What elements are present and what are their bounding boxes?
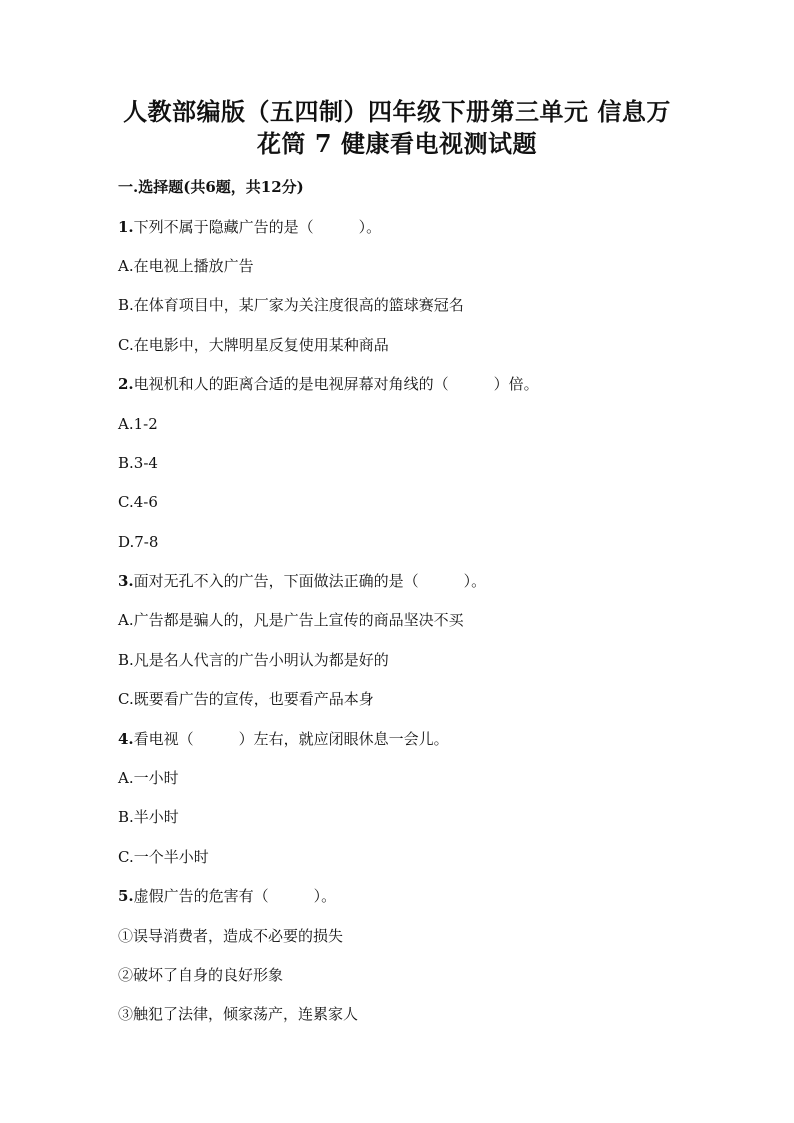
question-stem: 看电视（ ）左右，就应闭眼休息一会儿。 xyxy=(133,730,449,748)
question-number: 3. xyxy=(118,572,134,590)
question-3 xyxy=(118,571,486,591)
question-1-option-b: B.在体育项目中，某厂家为关注度很高的篮球赛冠名 xyxy=(118,296,464,314)
question-5-item-3: ③触犯了法律，倾家荡产，连累家人 xyxy=(118,1005,359,1023)
question-number: 5. xyxy=(118,887,134,905)
question-1-option-c: C.在电影中，大牌明星反复使用某种商品 xyxy=(118,336,389,354)
question-4-option-a: A.一小时 xyxy=(118,769,179,787)
question-4-option-c: C.一个半小时 xyxy=(118,848,209,866)
question-stem: 虚假广告的危害有（ ）。 xyxy=(133,887,337,905)
question-2-option-c: C.4-6 xyxy=(118,493,158,511)
document-title-line-1: 人教部编版（五四制）四年级下册第三单元 信息万 xyxy=(123,97,671,126)
question-stem: 下列不属于隐藏广告的是（ ）。 xyxy=(133,218,382,236)
question-2 xyxy=(118,374,539,394)
section-heading: 一.选择题(共6题，共12分) xyxy=(118,178,304,196)
question-3-option-b: B.凡是名人代言的广告小明认为都是好的 xyxy=(118,651,389,669)
question-number: 2. xyxy=(118,375,134,393)
question-stem: 电视机和人的距离合适的是电视屏幕对角线的（ ）倍。 xyxy=(133,375,539,393)
question-5-item-2: ②破坏了自身的良好形象 xyxy=(118,966,284,984)
question-3-option-c: C.既要看广告的宣传，也要看产品本身 xyxy=(118,690,374,708)
question-stem: 面对无孔不入的广告，下面做法正确的是（ ）。 xyxy=(133,572,487,590)
question-2-option-d: D.7-8 xyxy=(118,533,159,551)
question-1 xyxy=(118,217,381,237)
question-number: 4. xyxy=(118,730,134,748)
question-2-option-a: A.1-2 xyxy=(118,415,158,433)
question-4-option-b: B.半小时 xyxy=(118,808,179,826)
question-number: 1. xyxy=(118,218,134,236)
question-4 xyxy=(118,729,449,749)
question-2-option-b: B.3-4 xyxy=(118,454,158,472)
question-3-option-a: A.广告都是骗人的，凡是广告上宣传的商品坚决不买 xyxy=(118,611,464,629)
question-5-item-1: ①误导消费者，造成不必要的损失 xyxy=(118,927,344,945)
question-5 xyxy=(118,886,336,906)
document-title-line-2: 花筒 7 健康看电视测试题 xyxy=(257,129,537,158)
question-1-option-a: A.在电视上播放广告 xyxy=(118,257,254,275)
